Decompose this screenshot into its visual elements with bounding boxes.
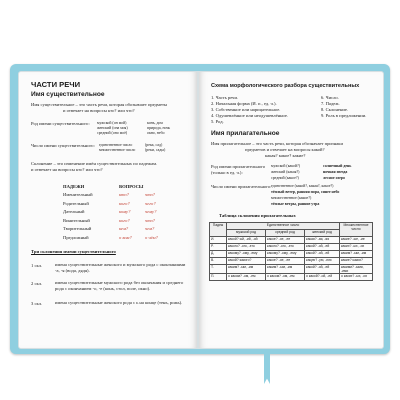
case-question: чего? [145, 200, 156, 206]
right-page [198, 71, 384, 349]
adjective-declension-table [209, 222, 373, 281]
gender-example: окно, небо [147, 131, 165, 135]
case-question: чему? [145, 209, 157, 214]
case-name: Творительный [63, 226, 92, 231]
adjective-number-label: Число имени прилагательного: [211, 184, 272, 189]
gender-example: конь, дом [147, 121, 163, 125]
table-cell-ending: какой? какого? [227, 258, 266, 265]
table-cell-ending: каких? -ых, -их [340, 244, 373, 251]
table-cell-case: В. [210, 258, 227, 265]
declension-number: 1 скл. [31, 263, 43, 268]
declension-description: имена существительные женского и мужского рода с окончаниями -а, -я (вода, дядя). [55, 262, 186, 273]
case-question: кому? [119, 209, 131, 214]
scheme-item: 6. Число. [321, 95, 339, 100]
declension-number: 2 скл. [31, 281, 43, 286]
table-cell-case: И. [210, 237, 227, 244]
scheme-title: Схема морфологического разбора существительных [211, 83, 360, 89]
declension-definition-line2: и отвечает на вопросы кто? или что? [31, 167, 103, 172]
adjective-gender-name: средний (какое?) [271, 176, 299, 180]
table-cell-ending: о каком? -ом, -ем [266, 274, 305, 281]
scheme-item: 8. Склонение. [321, 107, 349, 112]
adjective-gender-name: мужской (какой?) [271, 164, 300, 168]
number-name: множественное число [99, 148, 136, 152]
table-cell-ending: какой? -ой, -ей [305, 244, 340, 251]
scheme-item: 7. Падеж. [321, 101, 340, 106]
gender-label: Род имени существительного: [31, 121, 90, 126]
table-row [210, 237, 373, 244]
table-cell-ending: какой? ый, -ий, -ой [227, 237, 266, 244]
case-name: Именительный [63, 192, 93, 197]
number-example: (река, сад) [145, 143, 163, 147]
adjective-definition-line1: Имя прилагательное – это часть речи, которая обозначает признаки [211, 141, 343, 146]
case-question: кто? [119, 192, 129, 197]
table-cell-ending: какого? -ого, -его [266, 244, 305, 251]
table-cell-ending: какие? каких? [340, 258, 373, 265]
adjective-number-line: тёплые ветры, ранние утра [271, 202, 320, 206]
scheme-item: 9. Роль в предложении. [321, 113, 367, 118]
table-cell-ending: какое? -ое, -ее [266, 237, 305, 244]
table-cell-case: Д. [210, 251, 227, 258]
noun-definition-line2: и отвечает на вопросы кто? или что? [63, 108, 135, 113]
number-label: Число имени существительного: [31, 143, 95, 148]
table-row [210, 274, 373, 281]
table-cell-case: Т. [210, 265, 227, 274]
scheme-item: 1. Часть речи. [211, 95, 239, 100]
case-question: кого? [119, 217, 130, 223]
adjective-gender-name: женский (какая?) [271, 170, 300, 174]
gender-example: природа, ночь [147, 126, 171, 130]
table-row [210, 265, 373, 274]
case-question: что? [145, 192, 156, 197]
table-cell-ending: каким? -ым, -им [266, 265, 305, 274]
number-example: (реки, сады) [145, 148, 166, 152]
table-cell-ending: о каком? -ом, -ем [227, 274, 266, 281]
questions-header: ВОПРОСЫ [119, 184, 144, 189]
table-cell-case: Р. [210, 244, 227, 251]
case-question: кем? [119, 226, 129, 231]
cases-header: ПАДЕЖИ [63, 184, 85, 189]
table-row [210, 244, 373, 251]
number-name: единственное число [99, 143, 133, 147]
scheme-item: 2. Начальная форма (И. п., ед. ч.). [211, 101, 277, 106]
case-name: Винительный [63, 217, 90, 223]
adjective-gender-example: ночная звезда [323, 170, 348, 174]
declension-number: 3 скл. [31, 301, 43, 306]
three-declensions-title: Три склонения имени существительного [31, 249, 116, 254]
table-cell-ending: каким? -ым, -им [340, 251, 373, 258]
adjective-number-line: множественное (какие?) [271, 196, 312, 200]
table-title: Таблица склонения прилагательных [219, 213, 296, 218]
table-header-plural: Множественное число [340, 223, 373, 237]
table-cell-ending: какой? -ой, -ей [305, 251, 340, 258]
table-cell-ending: какого? -ого, -его [227, 244, 266, 251]
page-title: ЧАСТИ РЕЧИ [31, 80, 81, 89]
gender-name: женский (она моя) [97, 126, 128, 130]
table-cell-ending: о какой? -ой, -ей [305, 274, 340, 281]
table-cell-ending: какие? -ые, -ие [340, 237, 373, 244]
case-question: о чём? [145, 234, 158, 240]
adjective-number-line: единственное (какой?, какая?, какое?) [271, 184, 334, 188]
case-name: Дательный [63, 209, 85, 214]
table-subheader: средний род [266, 230, 305, 237]
adjective-definition-line2: предметов и отвечает на вопросы какой? [245, 147, 325, 152]
scheme-item: 3. Собственное или нарицательное. [211, 107, 281, 112]
table-cell-ending: какую? -ую, -юю [305, 258, 340, 265]
table-cell-ending: о каких? -ых, -их [340, 274, 373, 281]
table-subheader: мужской род [227, 230, 266, 237]
adjective-gender-example: лесное озеро [323, 176, 345, 180]
case-question: кого? [119, 200, 130, 206]
adjective-definition-line3: какая? какое? какие? [265, 153, 306, 158]
table-cell-ending: какому? -ому, -ему [266, 251, 305, 258]
table-row [210, 251, 373, 258]
left-page [18, 71, 198, 349]
table-cell-ending: каким? -ым, -им [227, 265, 266, 274]
table-cell-ending: какой? -ой, -ей [305, 265, 340, 274]
adjective-number-line: тёплый ветер, ранняя пора, синее небо [271, 190, 340, 194]
declension-definition-line1: Склонение – это изменение имён существительных по падежам. [31, 161, 158, 166]
noun-definition-line1: Имя существительное – это часть речи, которая обозначает предметы [31, 102, 168, 107]
section-heading-noun: Имя существительное [31, 91, 105, 98]
table-cell-case: П. [210, 274, 227, 281]
scheme-item: 4. Одушевлённое или неодушевлённое. [211, 113, 289, 118]
table-header-singular: Единственное число [227, 223, 340, 230]
table-subheader: женский род [305, 230, 340, 237]
gender-name: средний (оно моё) [97, 131, 128, 135]
declension-description: имена существительные мужского рода без окончания и среднего рода с окончанием -о, -е (конь, стол, поле, окно). [55, 280, 184, 291]
table-row [210, 258, 373, 265]
adjective-gender-label: Род имени прилагательного (только в ед. ч.): [211, 164, 266, 175]
section-heading-adjective: Имя прилагательное [211, 130, 280, 137]
case-question: о ком? [119, 234, 132, 240]
gender-name: мужской (он мой) [97, 121, 127, 125]
case-name: Предложный [63, 234, 89, 240]
case-question: чем? [145, 226, 155, 231]
table-header-case: Падеж [210, 223, 227, 237]
adjective-gender-example: солнечный день [323, 164, 352, 168]
case-name: Родительный [63, 200, 89, 206]
table-cell-ending: какому? -ому, -ему [227, 251, 266, 258]
table-cell-ending: какая? -ая, -яя [305, 237, 340, 244]
table-cell-ending: какими? -ыми, -ими [340, 265, 373, 274]
declension-description: имена существительные женского рода с ь на конце (тень, рожь). [55, 300, 183, 305]
table-cell-ending: какое? -ое, -ее [266, 258, 305, 265]
scheme-item: 5. Род. [211, 119, 224, 124]
case-question: что? [145, 217, 156, 223]
